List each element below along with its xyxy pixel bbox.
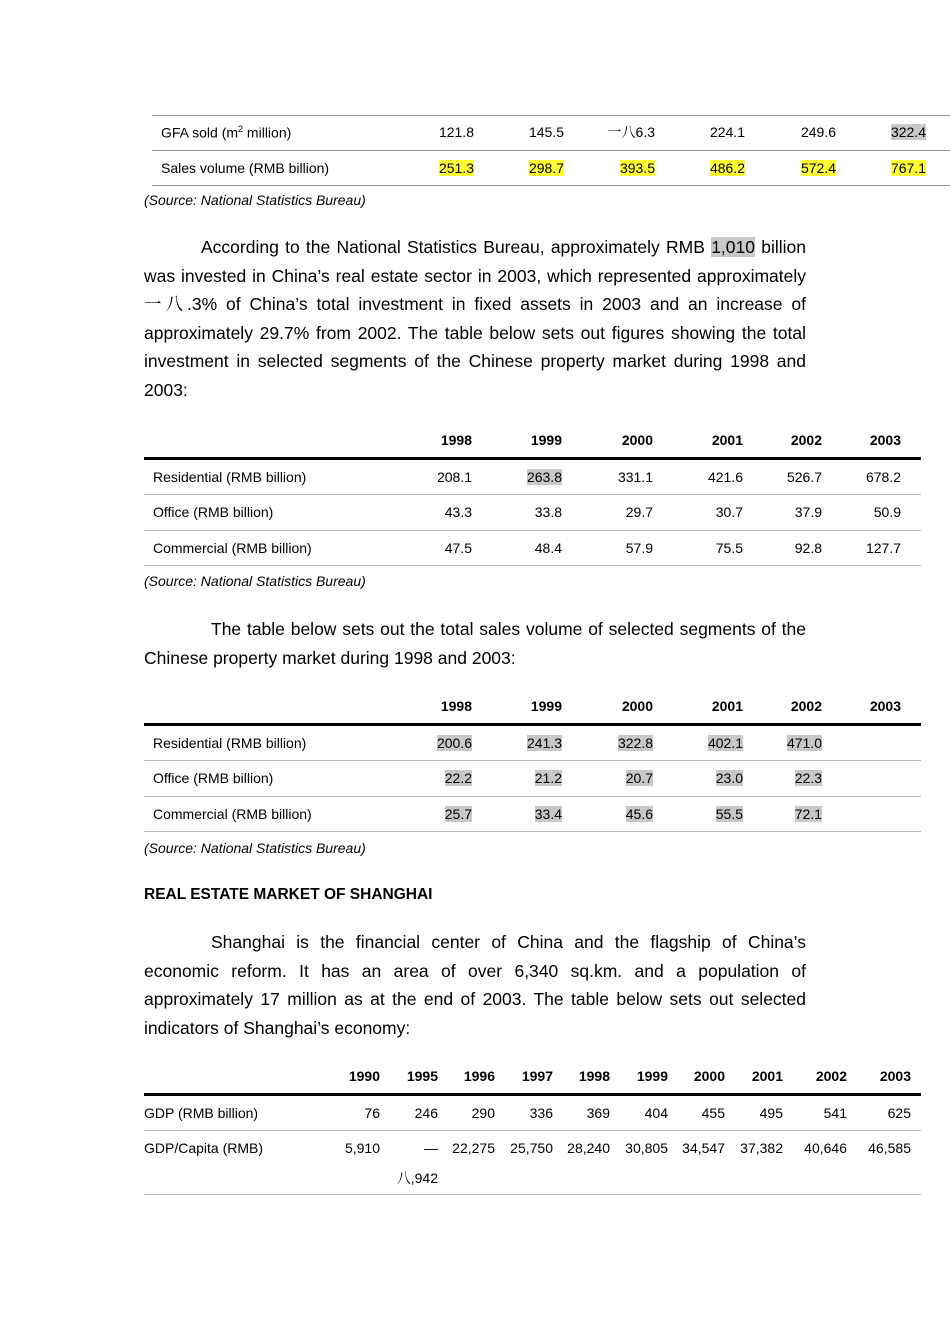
table-cell: 22,275 [452,1139,495,1156]
column-header: 1995 [406,1068,438,1085]
table-cell: 30,805 [625,1139,668,1156]
table-cell: 251.3 [438,159,474,176]
table-cell: 404 [644,1104,668,1121]
table-cell: 37,382 [740,1139,783,1156]
table-row [144,458,921,494]
column-header: 2003 [879,1068,911,1085]
row-label: GFA sold ($m^2$ million) [161,123,292,141]
paragraph-investment: According to the National Statistics Bureau, approximately RMB 1,010 billion was invested in China’s real estate sector in 2003, which represented approximately 一八.3% of China’s total investment in fixed assets in 2003 and an increase of approximately 29.7% from 2002. The table below sets out figures showing the total investment in selected segments of the Chinese property market during 1998 and 2003: [144,237,806,400]
wrapped-value: 八,942 [396,1169,438,1186]
table-cell: 263.8 [526,468,562,485]
table-cell: 43.3 [444,504,472,520]
table-cell: 678.2 [865,468,901,485]
table-cell: 471.0 [786,734,822,751]
column-header: 2002 [790,698,822,715]
table-cell: 22.2 [444,770,472,786]
row-label: Commercial (RMB billion) [153,539,312,556]
table-cell: 290 [471,1104,495,1121]
table-cell: 一八6.3 [607,124,655,141]
table-cell: 75.5 [715,539,743,556]
table-cell: 127.7 [865,539,901,556]
table-cell: 572.4 [800,159,836,176]
row-label: Office (RMB billion) [153,770,274,786]
table-cell: 34,547 [682,1139,725,1156]
table-cell: 48.4 [534,539,562,556]
table-cell: 21.2 [534,770,562,786]
column-header: 1996 [463,1068,495,1085]
table-cell: 241.3 [526,734,562,751]
table-cell: 526.7 [786,468,822,485]
table-cell: 72.1 [794,805,822,822]
table-cell: 47.5 [444,539,472,556]
table-cell: 200.6 [436,734,472,751]
table-cell: 37.9 [794,504,822,520]
table-investment [144,424,921,566]
table-cell: 421.6 [707,468,743,485]
table-cell: 145.5 [528,124,564,141]
column-header: 2002 [790,432,822,449]
table-row [152,115,950,150]
table-cell: 29.7 [625,504,653,520]
source-note: (Source: National Statistics Bureau) [144,192,366,208]
table-row [144,760,921,796]
superscript: 2 [238,123,244,134]
table-cell: 45.6 [625,805,653,822]
column-header: 1999 [636,1068,668,1085]
table-cell: 625 [887,1104,911,1121]
table-row [152,150,950,185]
table-cell: 28,240 [567,1139,610,1156]
table-gfa-sales [152,115,950,186]
table-cell: 767.1 [890,159,926,176]
column-header: 1999 [530,698,562,715]
table-shanghai-economy [144,1060,921,1195]
highlighted-amount: 1,010 [711,237,755,257]
table-cell [822,760,901,796]
column-header: 2001 [711,432,743,449]
row-label: GDP (RMB billion) [144,1104,259,1121]
table-cell: 92.8 [794,539,822,556]
table-cell: 121.8 [438,124,474,141]
column-header: 2000 [621,698,653,715]
row-label: Office (RMB billion) [153,504,274,520]
table-cell: 57.9 [625,539,653,556]
row-label: GDP/Capita (RMB) [144,1139,264,1156]
column-header: 1998 [440,432,472,449]
source-note: (Source: National Statistics Bureau) [144,573,366,589]
column-header: 2003 [869,432,901,449]
source-note: (Source: National Statistics Bureau) [144,840,366,856]
row-label: Sales volume (RMB billion) [161,159,330,176]
table-row [144,1130,921,1194]
section-heading: REAL ESTATE MARKET OF SHANGHAI [144,886,433,903]
table-cell: 20.7 [625,770,653,786]
table-cell: 246 [414,1104,438,1121]
row-label: Residential (RMB billion) [153,734,307,751]
column-header: 2000 [693,1068,725,1085]
table-cell: 23.0 [715,770,743,786]
table-cell [822,724,901,760]
table-cell: 369 [586,1104,610,1121]
table-cell: — 八,942 [380,1130,438,1194]
column-header: 1998 [578,1068,610,1085]
table-header-row [144,424,921,458]
paragraph-sales: The table below sets out the total sales volume of selected segments of the Chinese property market during 1998 and 2003: [144,619,806,668]
table-cell: 22.3 [794,770,822,786]
table-cell: 541 [823,1104,847,1121]
column-header: 2003 [869,698,901,715]
table-cell: 322.8 [617,734,653,751]
column-header: 1999 [530,432,562,449]
table-cell: 393.5 [619,159,655,176]
table-cell: 5,910 [344,1139,380,1156]
column-header: 2002 [815,1068,847,1085]
table-row [144,530,921,565]
table-cell: 455 [701,1104,725,1121]
table-cell: 40,646 [804,1139,847,1156]
table-cell: 331.1 [617,468,653,485]
table-row [144,796,921,831]
table-cell: 46,585 [868,1139,911,1156]
table-cell: 495 [759,1104,783,1121]
table-cell: 224.1 [709,124,745,141]
table-cell: 208.1 [436,468,472,485]
table-cell: 55.5 [715,805,743,822]
table-row [144,494,921,530]
table-header-row [144,690,921,724]
table-cell: 298.7 [528,159,564,176]
column-header: 1997 [521,1068,553,1085]
table-row [144,1094,921,1130]
table-cell: 402.1 [707,734,743,751]
table-cell: 25.7 [444,805,472,822]
table-sales-volume [144,690,921,832]
table-cell: 33.4 [534,805,562,822]
table-cell: 33.8 [534,504,562,520]
table-cell: 249.6 [800,124,836,141]
table-cell: 486.2 [709,159,745,176]
table-header-row [144,1060,921,1094]
column-header: 2001 [711,698,743,715]
paragraph-shanghai: Shanghai is the financial center of China and the flagship of China’s economic reform. It has an area of over 6,340 sq.km. and a population of approximately 17 million as at the end of 2003. The table below sets out selected indicators of Shanghai’s economy: [144,932,806,1038]
table-cell [822,796,901,831]
column-header: 2001 [751,1068,783,1085]
row-label: Commercial (RMB billion) [153,805,312,822]
column-header: 1990 [348,1068,380,1085]
table-cell: 50.9 [873,504,901,520]
table-cell: 25,750 [510,1139,553,1156]
row-label: Residential (RMB billion) [153,468,307,485]
table-row [144,724,921,760]
table-cell: 76 [364,1104,380,1121]
table-cell: 322.4 [890,124,926,141]
column-header: 1998 [440,698,472,715]
column-header: 2000 [621,432,653,449]
table-cell: 30.7 [715,504,743,520]
table-cell: 336 [529,1104,553,1121]
